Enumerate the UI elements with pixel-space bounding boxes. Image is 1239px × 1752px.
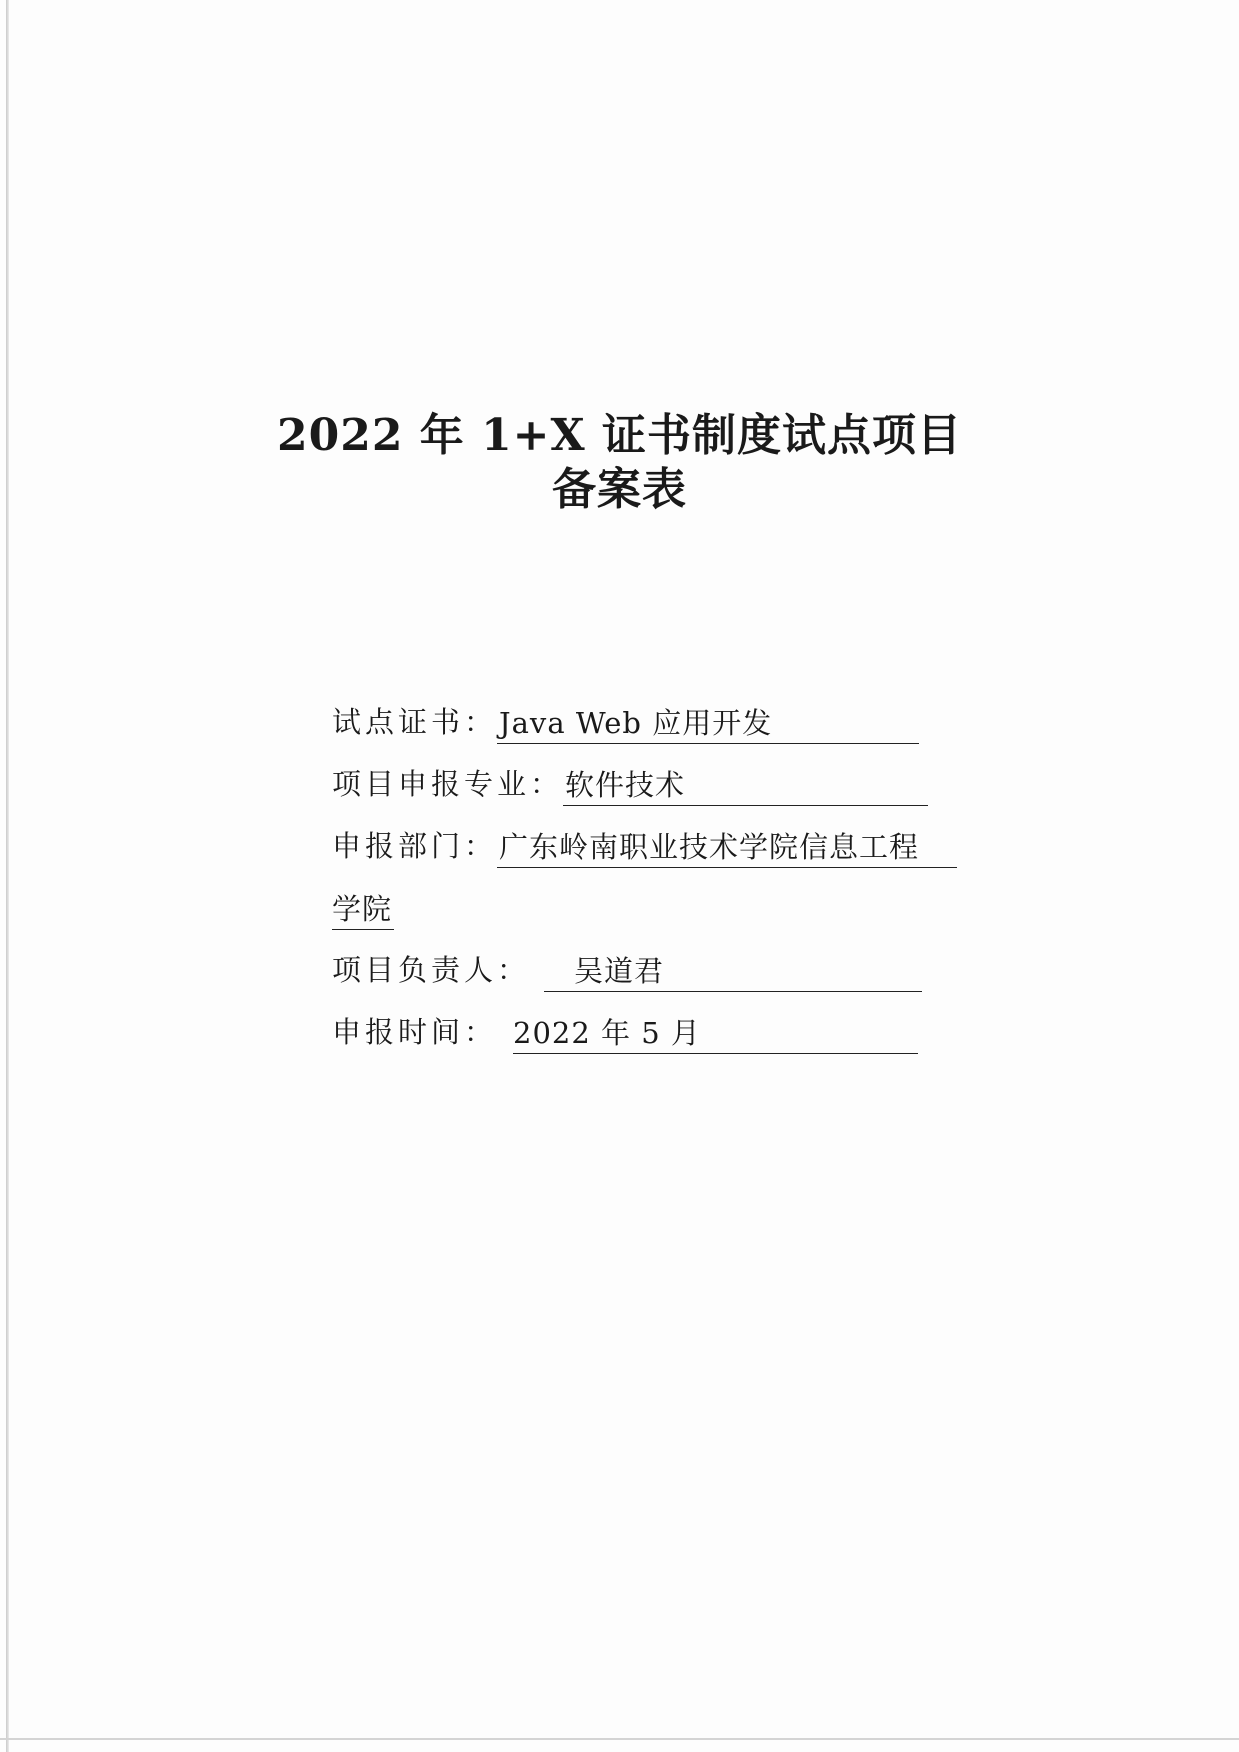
field-certificate <box>332 700 919 744</box>
department-value <box>497 827 957 868</box>
department-value-continued <box>332 889 394 930</box>
field-project-lead <box>332 948 922 992</box>
project-lead-label: 项目负责人： <box>332 953 531 987</box>
date-value-text: 2022 年 5 月 <box>513 1016 701 1050</box>
field-department-continued <box>332 886 394 930</box>
field-major <box>332 762 928 806</box>
certificate-value-text: Java Web 应用开发 <box>499 706 773 740</box>
date-value <box>513 1013 918 1054</box>
document-subtitle: 备案表 <box>552 464 687 515</box>
certificate-value <box>497 703 919 744</box>
major-label: 项目申报专业： <box>332 767 564 801</box>
department-value-continued-text: 学院 <box>332 892 393 926</box>
scan-edge-left <box>6 0 9 1752</box>
project-lead-value-text: 吴道君 <box>574 954 665 988</box>
scan-edge-bottom <box>0 1738 1239 1740</box>
field-department <box>332 824 957 868</box>
document-title: 2022 年 1+X 证书制度试点项目 <box>276 410 963 461</box>
project-lead-value <box>544 951 922 992</box>
department-label: 申报部门： <box>332 829 498 863</box>
department-value-text: 广东岭南职业技术学院信息工程 <box>499 830 920 864</box>
major-value <box>563 765 928 806</box>
date-label: 申报时间： <box>332 1015 498 1049</box>
field-date <box>332 1010 918 1054</box>
certificate-label: 试点证书： <box>332 705 498 739</box>
major-value-text: 软件技术 <box>565 768 686 802</box>
